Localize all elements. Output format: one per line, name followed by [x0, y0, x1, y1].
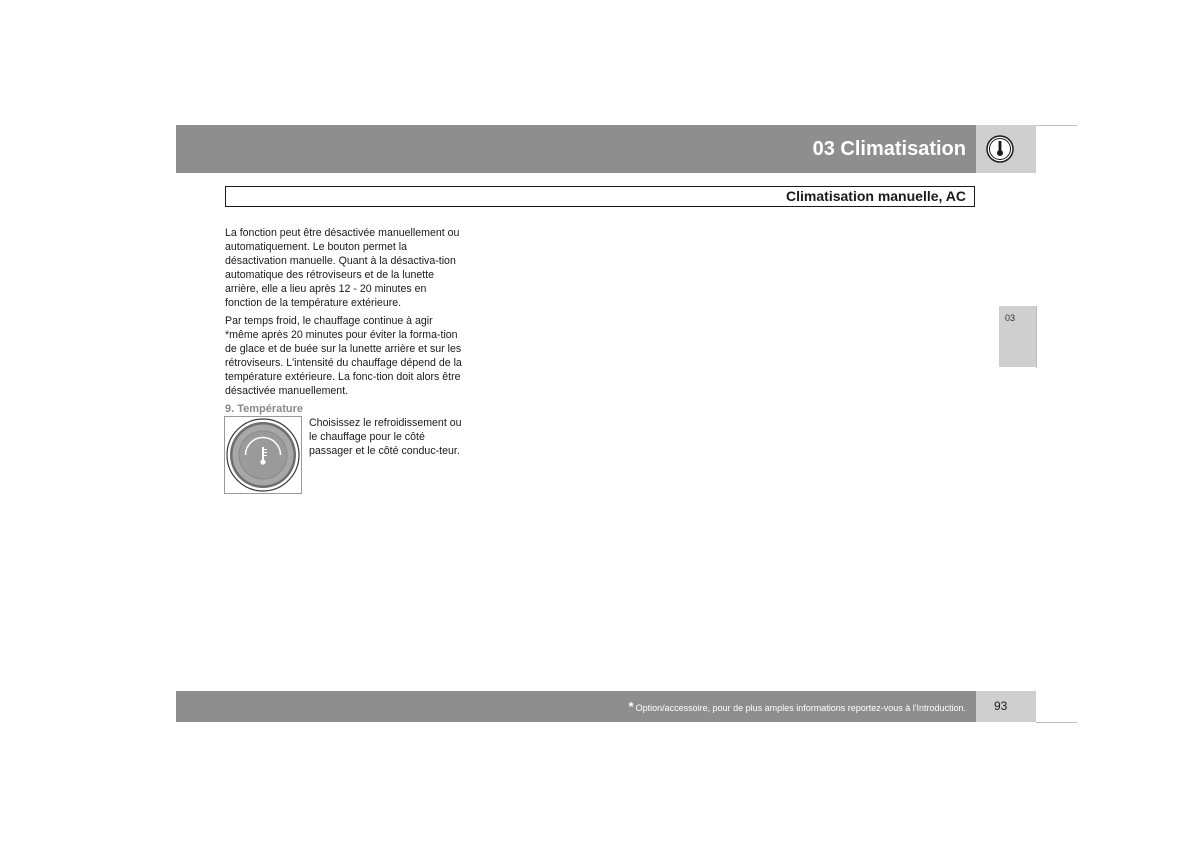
chapter-side-tab: [999, 306, 1036, 367]
section-title: Climatisation manuelle, AC: [786, 188, 966, 204]
footer-divider: [1036, 722, 1077, 723]
footer-note: [629, 701, 966, 714]
page-number: 93: [994, 699, 1008, 713]
chapter-icon-box: [976, 125, 1036, 173]
temperature-knob-icon: [225, 417, 301, 493]
header-divider: [1036, 125, 1077, 126]
paragraph-cold-weather: Par temps froid, le chauffage continue à agir *même après 20 minutes pour éviter la forma-tion de glace et de buée sur la lunette arrière et sur les rétroviseurs. L'intensité du chauffage dépend de la température extérieure. La fonc-tion doit alors être désactivée manuellement.: [225, 315, 462, 397]
footer-star: *: [628, 699, 634, 714]
knob-description: Choisissez le refroidissement ou le chauffage pour le côté passager et le côté conduc-teur.: [309, 417, 462, 457]
footer-bar: [176, 691, 976, 722]
paragraph-deactivation: La fonction peut être désactivée manuellement ou automatiquement. Le bouton permet la désactivation manuelle. Quant à la désactiva-tion automatique des rétroviseurs et de la lunette arrière, elle a lieu après 12 - 20 minutes en fonction de la température extérieure.: [225, 227, 460, 309]
page-number-box: [976, 691, 1036, 722]
temperature-knob-figure: [224, 416, 302, 494]
thermometer-icon: [976, 125, 1036, 173]
side-tab-divider: [1036, 306, 1037, 368]
footer-note-text: Option/accessoire, pour de plus amples informations reportez-vous à l'Introduction.: [635, 703, 966, 713]
chapter-title: 03 Climatisation: [812, 138, 966, 160]
section-heading-box: [225, 186, 975, 207]
chapter-header-bar: [176, 125, 976, 173]
side-tab-label: 03: [1005, 313, 1016, 323]
subheading-temperature: 9. Température: [225, 403, 304, 415]
